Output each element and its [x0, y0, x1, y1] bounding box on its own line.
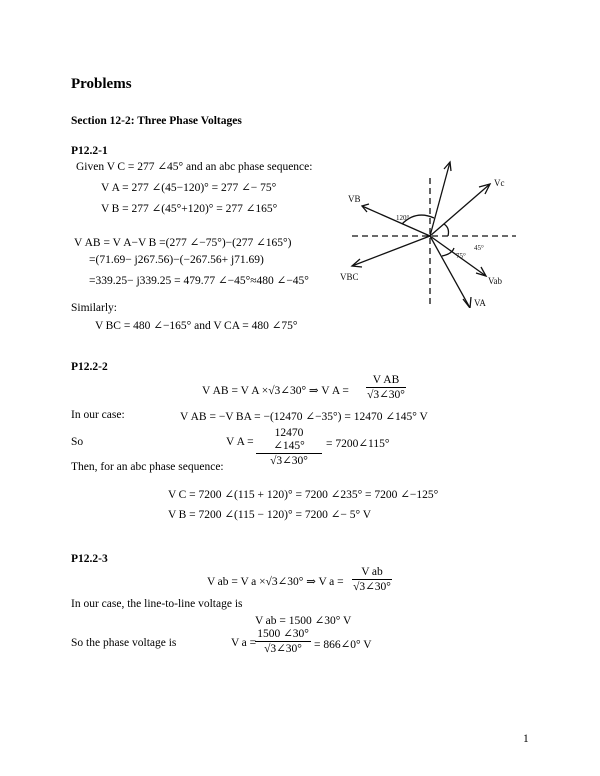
- label-angle-45: 45°: [474, 244, 484, 252]
- p2-so-den: √3∠30°: [270, 455, 308, 467]
- p1-similarly: Similarly:: [71, 302, 117, 314]
- section-heading: Section 12-2: Three Phase Voltages: [71, 115, 242, 127]
- problem-label-1: P12.2-1: [71, 145, 108, 157]
- p2-formula-fraction: [366, 374, 406, 402]
- label-angle-75: 75°: [456, 252, 466, 260]
- p2-so-label: So: [71, 436, 84, 448]
- p3-formula-den: √3∠30°: [353, 581, 391, 593]
- p2-so-num: 12470 ∠145°: [256, 427, 322, 454]
- phasor-upper-stroke: [430, 162, 450, 236]
- p2-vc-eq: V C = 7200 ∠(115 + 120)° = 7200 ∠235° = 7200 ∠−125°: [168, 489, 439, 501]
- p3-phase-left: V a =: [231, 637, 257, 649]
- p1-vab-eq-1: V AB = V A−V B =(277 ∠−75°)−(277 ∠165°): [74, 237, 292, 249]
- label-vb: VB: [348, 194, 361, 204]
- p1-given: Given V C = 277 ∠45° and an abc phase sequence:: [76, 161, 313, 173]
- problem-label-3: P12.2-3: [71, 553, 108, 565]
- p2-so-fraction: [256, 427, 322, 468]
- p2-then: Then, for an abc phase sequence:: [71, 461, 224, 473]
- label-vbc: VBC: [340, 272, 359, 282]
- problem-label-2: P12.2-2: [71, 361, 108, 373]
- p2-so-right: = 7200∠115°: [326, 438, 390, 450]
- p1-vb-eq: V B = 277 ∠(45°+120)° = 277 ∠165°: [101, 203, 278, 215]
- phasor-vbc: [352, 236, 430, 266]
- p1-vbc-vca-eq: V BC = 480 ∠−165° and V CA = 480 ∠75°: [95, 320, 298, 332]
- p2-in-our-case-eq: V AB = −V BA = −(12470 ∠−35°) = 12470 ∠145° V: [180, 411, 428, 423]
- page-number: 1: [523, 733, 529, 745]
- p3-phase-label: So the phase voltage is: [71, 637, 177, 649]
- label-vab: Vab: [488, 276, 502, 286]
- p3-vab-eq: V ab = 1500 ∠30° V: [255, 615, 352, 627]
- p3-formula-num: V ab: [352, 566, 392, 580]
- label-angle-120: 120°: [396, 214, 410, 222]
- p2-formula-left: V AB = V A ×√3∠30° ⇒ V A =: [202, 385, 349, 397]
- p3-phase-num: 1500 ∠30°: [255, 628, 311, 642]
- p3-phase-den: √3∠30°: [264, 643, 302, 655]
- label-va: VA: [474, 298, 486, 308]
- angle-arc-45: [444, 224, 449, 236]
- phasor-diagram: [338, 158, 522, 308]
- phasor-vc: [430, 184, 490, 236]
- p2-formula-num: V AB: [366, 374, 406, 388]
- p1-vab-eq-2: =(71.69− j267.56)−(−267.56+ j71.69): [89, 254, 264, 266]
- page-title: Problems: [71, 76, 132, 92]
- p3-phase-fraction: [255, 628, 311, 656]
- p2-formula-den: √3∠30°: [367, 389, 405, 401]
- p3-phase-right: = 866∠0° V: [314, 639, 372, 651]
- p1-va-eq: V A = 277 ∠(45−120)° = 277 ∠− 75°: [101, 182, 277, 194]
- p3-formula-fraction: [352, 566, 392, 594]
- p3-formula-left: V ab = V a ×√3∠30° ⇒ V a =: [207, 576, 344, 588]
- p3-line-text: In our case, the line-to-line voltage is: [71, 598, 243, 610]
- p2-in-our-case-label: In our case:: [71, 409, 125, 421]
- p2-so-left: V A =: [226, 436, 254, 448]
- label-vc: Vc: [494, 178, 505, 188]
- phasor-va: [430, 236, 470, 308]
- p2-vb-eq: V B = 7200 ∠(115 − 120)° = 7200 ∠− 5° V: [168, 509, 372, 521]
- p1-vab-eq-3: =339.25− j339.25 = 479.77 ∠−45°≈480 ∠−45°: [89, 275, 309, 287]
